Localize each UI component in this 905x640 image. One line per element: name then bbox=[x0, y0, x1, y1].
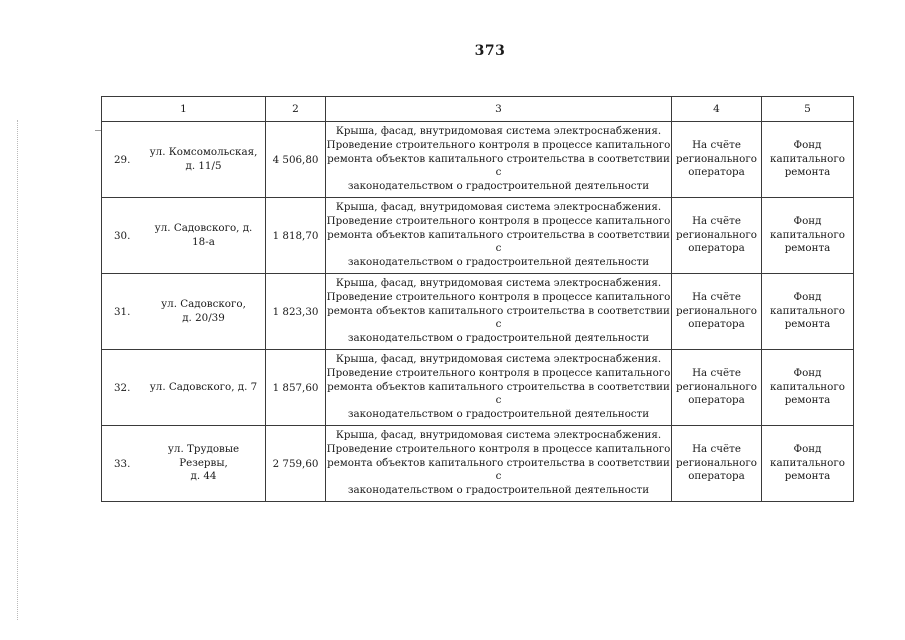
works-line: Проведение строительного контроля в процессе капитального bbox=[326, 442, 671, 455]
address-cell bbox=[102, 122, 266, 198]
area-cell: 1 823,30 bbox=[266, 274, 326, 350]
works-line: законодательством о градостроительной деятельности bbox=[347, 484, 650, 497]
funding-source-line: ремонта bbox=[784, 470, 831, 483]
address-line: ул. Садовского, д. 18-а bbox=[154, 221, 253, 248]
address bbox=[148, 443, 265, 485]
address bbox=[148, 298, 265, 326]
account-line: регионального bbox=[676, 456, 757, 469]
address bbox=[148, 222, 265, 250]
area-cell: 4 506,80 bbox=[266, 122, 326, 198]
account-line: На счёте bbox=[692, 290, 741, 303]
account-line: На счёте bbox=[692, 214, 741, 227]
row-number: 30. bbox=[114, 229, 131, 242]
header-col-5: 5 bbox=[762, 97, 854, 122]
works-table bbox=[101, 96, 854, 502]
scan-margin-dots bbox=[17, 120, 19, 620]
account-line: регионального bbox=[676, 228, 757, 241]
address-cell bbox=[102, 350, 266, 426]
works-line: законодательством о градостроительной деятельности bbox=[347, 332, 650, 345]
row-number: 31. bbox=[114, 305, 131, 318]
address bbox=[148, 146, 265, 174]
header-col-4: 4 bbox=[672, 97, 762, 122]
works-line: Проведение строительного контроля в процессе капитального bbox=[326, 138, 671, 151]
area-cell: 1 857,60 bbox=[266, 350, 326, 426]
funding-source-line: ремонта bbox=[784, 394, 831, 407]
row-number: 32. bbox=[114, 381, 131, 394]
table-row bbox=[102, 426, 854, 502]
address-cell bbox=[102, 274, 266, 350]
works-line: Проведение строительного контроля в процессе капитального bbox=[326, 366, 671, 379]
address-cell bbox=[102, 198, 266, 274]
account-line: регионального bbox=[676, 152, 757, 165]
table-row bbox=[102, 274, 854, 350]
works-line: Проведение строительного контроля в процессе капитального bbox=[326, 214, 671, 227]
row-number: 33. bbox=[114, 457, 131, 470]
funding-source-cell bbox=[762, 350, 854, 426]
header-row bbox=[102, 97, 854, 122]
works-line: ремонта объектов капитального строительства в соответствии с bbox=[327, 380, 670, 407]
account-line: оператора bbox=[688, 470, 745, 483]
account-line: регионального bbox=[676, 304, 757, 317]
funding-source-line: Фонд bbox=[793, 214, 822, 227]
address-line: д. 11/5 bbox=[185, 159, 222, 172]
works-cell bbox=[326, 198, 672, 274]
address-line: д. 44 bbox=[190, 470, 217, 483]
account-cell bbox=[672, 274, 762, 350]
account-cell bbox=[672, 198, 762, 274]
works-line: законодательством о градостроительной деятельности bbox=[347, 408, 650, 421]
header-col-3: 3 bbox=[326, 97, 672, 122]
table-row bbox=[102, 350, 854, 426]
funding-source-line: ремонта bbox=[784, 318, 831, 331]
works-line: Крыша, фасад, внутридомовая система электроснабжения. bbox=[335, 352, 662, 365]
funding-source-line: капитального bbox=[770, 152, 845, 165]
row-number: 29. bbox=[114, 153, 131, 166]
header-col-2: 2 bbox=[266, 97, 326, 122]
account-line: оператора bbox=[688, 242, 745, 255]
funding-source-line: капитального bbox=[770, 304, 845, 317]
funding-source-cell bbox=[762, 122, 854, 198]
account-line: На счёте bbox=[692, 138, 741, 151]
header-col-1: 1 bbox=[102, 97, 266, 122]
account-line: оператора bbox=[688, 166, 745, 179]
address-line: д. 20/39 bbox=[182, 311, 225, 324]
works-cell bbox=[326, 426, 672, 502]
area-cell: 1 818,70 bbox=[266, 198, 326, 274]
works-line: Крыша, фасад, внутридомовая система электроснабжения. bbox=[335, 276, 662, 289]
address-line: ул. Садовского, bbox=[161, 297, 246, 310]
table-row bbox=[102, 198, 854, 274]
address-line: ул. Трудовые Резервы, bbox=[167, 442, 240, 469]
works-line: Крыша, фасад, внутридомовая система электроснабжения. bbox=[335, 124, 662, 137]
works-line: ремонта объектов капитального строительства в соответствии с bbox=[327, 456, 670, 483]
area-cell: 2 759,60 bbox=[266, 426, 326, 502]
funding-source-line: ремонта bbox=[784, 166, 831, 179]
address-line: ул. Комсомольская, bbox=[149, 145, 258, 158]
funding-source-line: Фонд bbox=[793, 442, 822, 455]
funding-source-line: капитального bbox=[770, 456, 845, 469]
funding-source-cell bbox=[762, 426, 854, 502]
works-line: Крыша, фасад, внутридомовая система электроснабжения. bbox=[335, 428, 662, 441]
funding-source-cell bbox=[762, 198, 854, 274]
funding-source-line: капитального bbox=[770, 228, 845, 241]
table-row bbox=[102, 122, 854, 198]
funding-source-line: Фонд bbox=[793, 138, 822, 151]
address bbox=[148, 381, 265, 395]
account-cell bbox=[672, 122, 762, 198]
page-number: 373 bbox=[474, 43, 506, 59]
account-line: На счёте bbox=[692, 442, 741, 455]
account-cell bbox=[672, 426, 762, 502]
funding-source-line: Фонд bbox=[793, 290, 822, 303]
funding-source-cell bbox=[762, 274, 854, 350]
works-line: ремонта объектов капитального строительства в соответствии с bbox=[327, 228, 670, 255]
funding-source-line: ремонта bbox=[784, 242, 831, 255]
account-line: На счёте bbox=[692, 366, 741, 379]
address-line: ул. Садовского, д. 7 bbox=[149, 380, 258, 393]
works-line: Крыша, фасад, внутридомовая система электроснабжения. bbox=[335, 200, 662, 213]
account-cell bbox=[672, 350, 762, 426]
account-line: оператора bbox=[688, 318, 745, 331]
works-cell bbox=[326, 274, 672, 350]
works-line: законодательством о градостроительной деятельности bbox=[347, 256, 650, 269]
address-cell bbox=[102, 426, 266, 502]
works-line: законодательством о градостроительной деятельности bbox=[347, 180, 650, 193]
works-line: Проведение строительного контроля в процессе капитального bbox=[326, 290, 671, 303]
works-line: ремонта объектов капитального строительства в соответствии с bbox=[327, 152, 670, 179]
works-cell bbox=[326, 350, 672, 426]
account-line: регионального bbox=[676, 380, 757, 393]
works-cell bbox=[326, 122, 672, 198]
works-line: ремонта объектов капитального строительства в соответствии с bbox=[327, 304, 670, 331]
funding-source-line: Фонд bbox=[793, 366, 822, 379]
account-line: оператора bbox=[688, 394, 745, 407]
funding-source-line: капитального bbox=[770, 380, 845, 393]
